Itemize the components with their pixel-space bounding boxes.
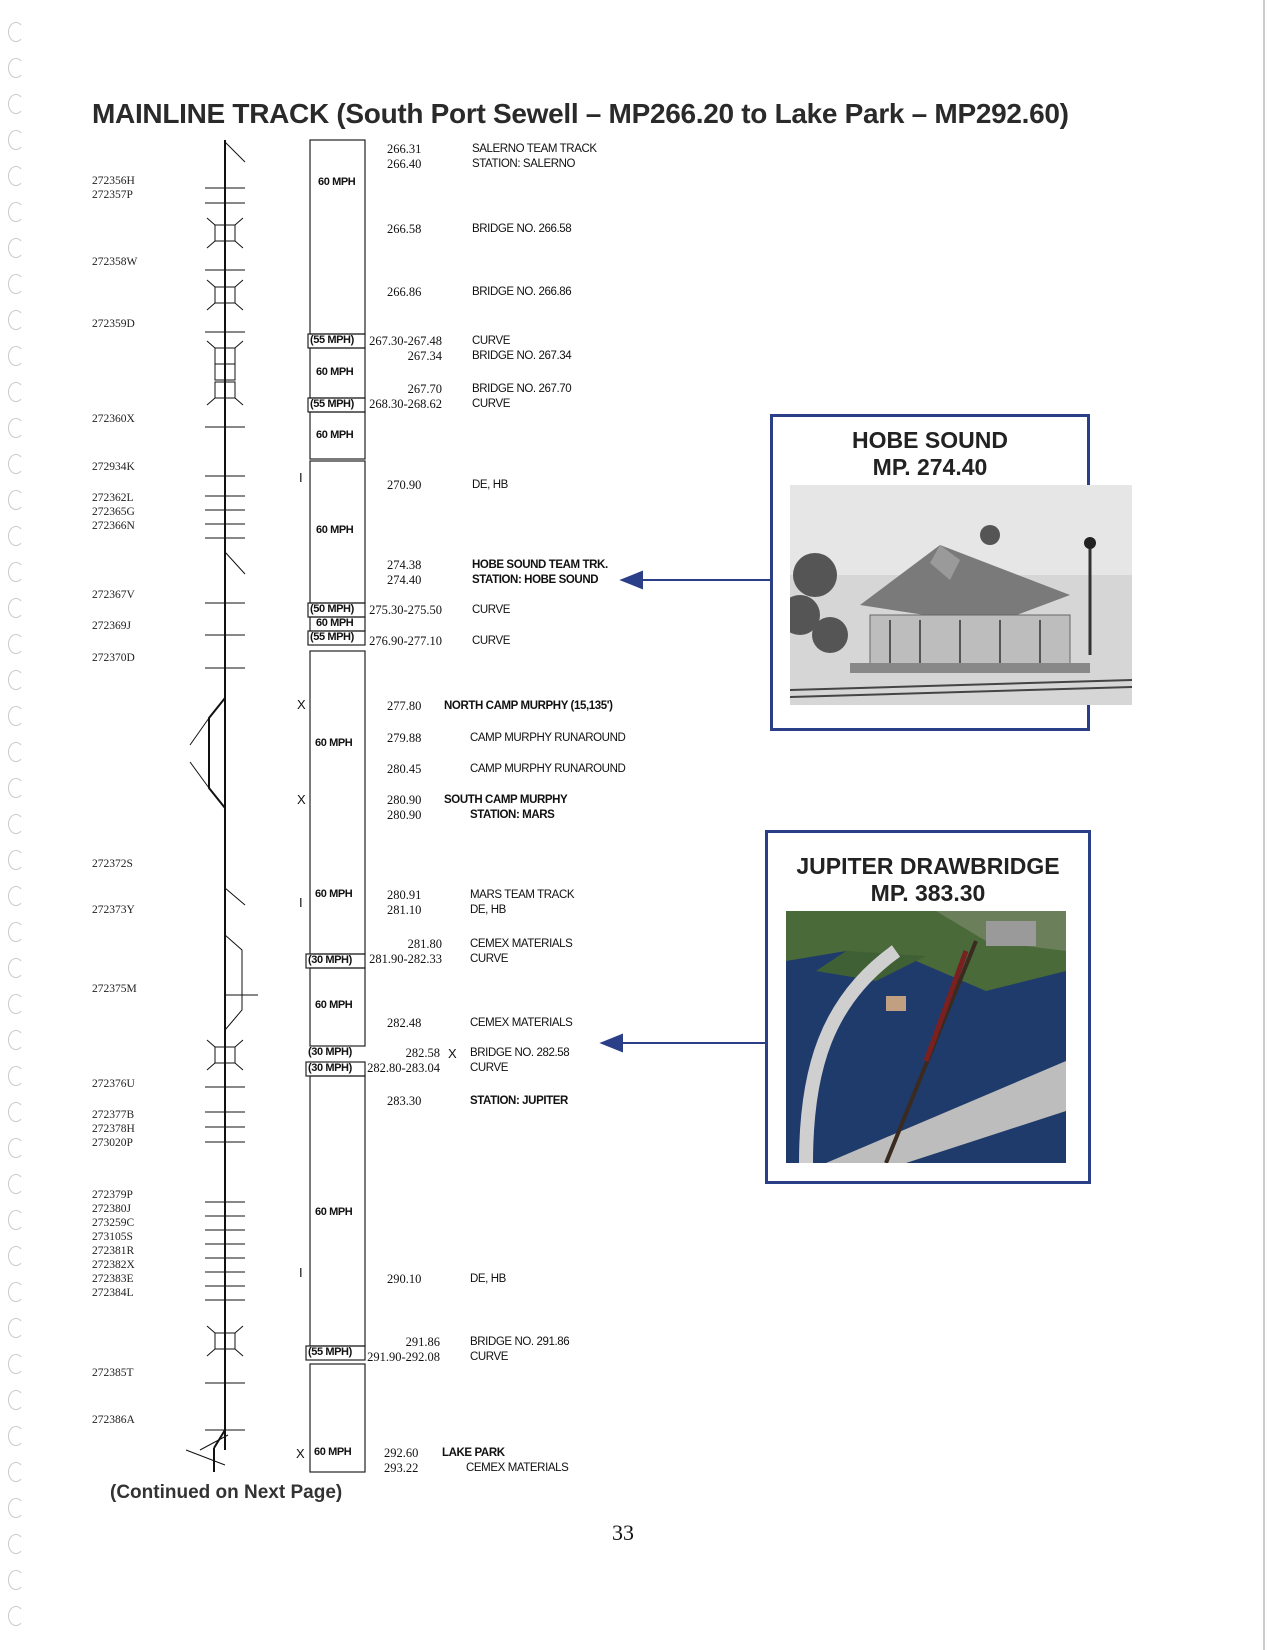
jupiter-title: JUPITER DRAWBRIDGE [796,853,1060,879]
crossing-c5: 272934K [92,461,135,473]
crossing-c10: 272372S [92,858,133,870]
crossing-c17: 272386A [92,1414,135,1426]
crossing-c4: 272360X [92,413,135,425]
crossing-c11: 272373Y [92,904,135,916]
crossing-c8: 272369J [92,620,131,632]
speed-label: 60 MPH [316,617,354,629]
hobe-sound-milepost: MP. 274.40 [872,454,988,480]
speed-label: 60 MPH [316,524,354,536]
signal-mark: I [299,895,303,910]
page-number: 33 [612,1520,634,1545]
crossing-c13: 272376U [92,1078,135,1090]
signal-mark: I [299,470,303,485]
switch-mark: X [296,1446,305,1461]
speed-label: (55 MPH) [308,1346,352,1358]
crossing-c9: 272370D [92,652,135,664]
speed-label: 60 MPH [318,176,356,188]
speed-label: (50 MPH) [310,603,354,615]
speed-label: (30 MPH) [308,954,352,966]
signal-mark: I [299,1265,303,1280]
hobe-sound-station-photo [790,485,1132,705]
speed-label: 60 MPH [315,1206,353,1218]
switch-mark: X [297,697,306,712]
speed-label: (55 MPH) [310,631,354,643]
speed-label: (55 MPH) [310,398,354,410]
speed-label: 60 MPH [315,999,353,1011]
speed-label: (30 MPH) [308,1062,352,1074]
crossing-c3: 272359D [92,318,135,330]
jupiter-drawbridge-photo-box [765,830,1091,1184]
continued-note: (Continued on Next Page) [110,1482,343,1503]
speed-label: 60 MPH [316,429,354,441]
crossing-c16: 272385T [92,1367,134,1379]
crossing-c2: 272358W [92,256,138,268]
crossing-c15: 272379P 272380J 273259C 273105S 272381R 272382X 272383E 272384L [92,1189,135,1299]
jupiter-drawbridge-photo [786,911,1066,1163]
page-title: MAINLINE TRACK (South Port Sewell – MP266.20 to Lake Park – MP292.60) [92,98,1069,129]
jupiter-milepost: MP. 383.30 [870,880,986,906]
speed-label: 60 MPH [316,366,354,378]
crossing-c7: 272367V [92,589,135,601]
hobe-sound-title: HOBE SOUND [852,427,1008,453]
speed-label: 60 MPH [315,888,353,900]
speed-label: 60 MPH [315,737,353,749]
speed-label: (55 MPH) [310,334,354,346]
speed-label: (30 MPH) [308,1046,352,1058]
speed-label: 60 MPH [314,1446,352,1458]
crossing-c14: 272377B 272378H 273020P [92,1109,135,1149]
crossing-c1: 272356H 272357P [92,175,135,201]
switch-mark: X [448,1046,457,1061]
crossing-c12: 272375M [92,983,137,995]
crossing-c6: 272362L 272365G 272366N [92,492,135,532]
hobe-sound-photo-box [770,414,1090,731]
switch-mark: X [297,792,306,807]
